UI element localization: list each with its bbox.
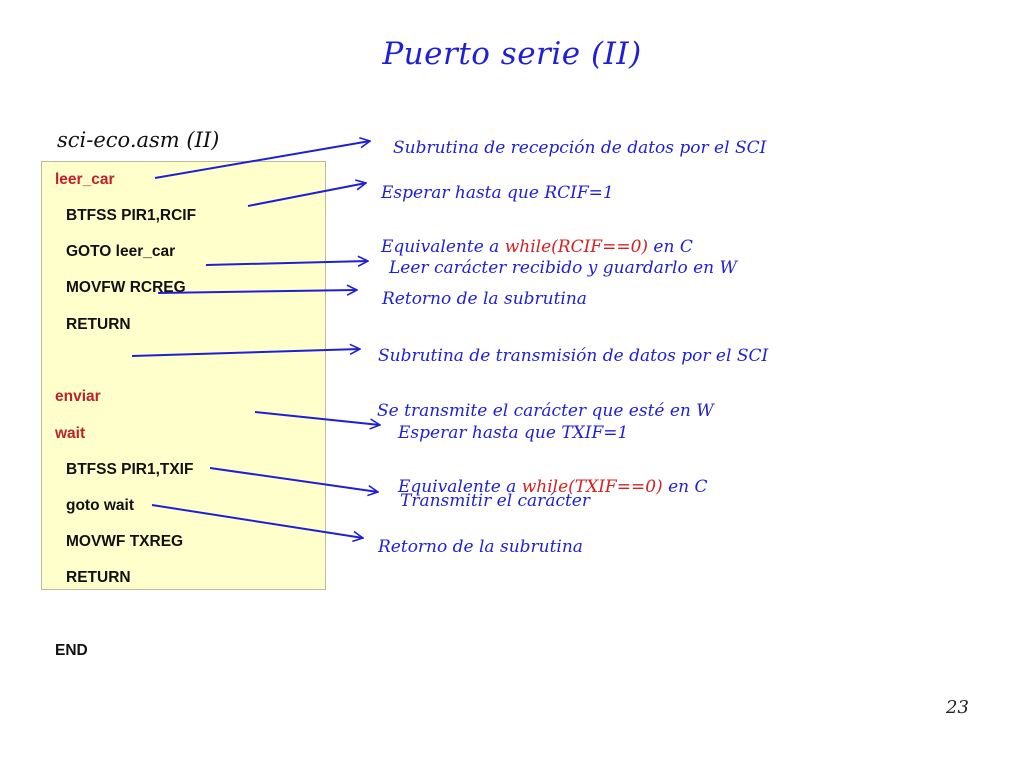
code-line-return-1: RETURN <box>66 316 131 333</box>
note-leer-caracter: Leer carácter recibido y guardarlo en W <box>389 258 737 278</box>
arrow-subrutina-transmision <box>255 412 380 425</box>
arrow-leer-caracter <box>158 290 357 293</box>
note-equivalente-txif-post: en C <box>662 477 708 497</box>
note-subrutina-recepcion: Subrutina de recepción de datos por el SCI <box>393 138 767 158</box>
code-line-return-2: RETURN <box>66 569 131 586</box>
file-title: sci-eco.asm (II) <box>57 128 220 152</box>
code-line-wait: wait <box>55 425 86 442</box>
page-number: 23 <box>946 697 969 718</box>
note-while-rcif: while(RCIF==0) <box>504 237 649 257</box>
code-line-end: END <box>55 642 88 659</box>
code-line-goto-leer-car: GOTO leer_car <box>66 243 176 260</box>
arrow-esperar-rcif <box>248 183 366 206</box>
arrow-transmitir <box>152 505 363 538</box>
code-line-btfss-rcif: BTFSS PIR1,RCIF <box>66 207 197 224</box>
note-equivalente-rcif <box>381 237 693 257</box>
note-while-txif: while(TXIF==0) <box>521 477 663 497</box>
note-retorno-1: Retorno de la subrutina <box>382 289 587 309</box>
code-line-enviar: enviar <box>55 388 101 405</box>
code-line-movfw-rcreg: MOVFW RCREG <box>66 279 186 296</box>
note-equivalente-rcif-post: en C <box>648 237 693 257</box>
note-se-transmite: Se transmite el carácter que esté en W <box>377 401 714 421</box>
code-line-btfss-txif: BTFSS PIR1,TXIF <box>66 461 194 478</box>
note-subrutina-transmision: Subrutina de transmisión de datos por el SCI <box>378 346 769 366</box>
note-retorno-2: Retorno de la subrutina <box>378 537 583 557</box>
note-equivalente-txif-pre: Equivalente a <box>398 477 522 497</box>
arrow-retorno-1 <box>132 349 360 356</box>
note-equivalente-rcif-pre: Equivalente a <box>381 237 505 257</box>
arrow-subrutina-recepcion <box>155 141 370 178</box>
arrow-esperar-txif <box>210 468 378 492</box>
code-line-leer-car: leer_car <box>55 171 115 188</box>
code-line-movwf-txreg: MOVWF TXREG <box>66 533 184 550</box>
note-esperar-rcif: Esperar hasta que RCIF=1 <box>381 183 614 203</box>
arrow-equivalente-rcif <box>206 261 368 265</box>
code-line-goto-wait: goto wait <box>66 497 135 514</box>
note-transmitir: Transmitir el carácter <box>400 491 590 511</box>
note-esperar-txif: Esperar hasta que TXIF=1 <box>398 423 629 443</box>
note-equivalente-txif <box>398 477 708 497</box>
slide-title: Puerto serie (II) <box>382 36 642 72</box>
